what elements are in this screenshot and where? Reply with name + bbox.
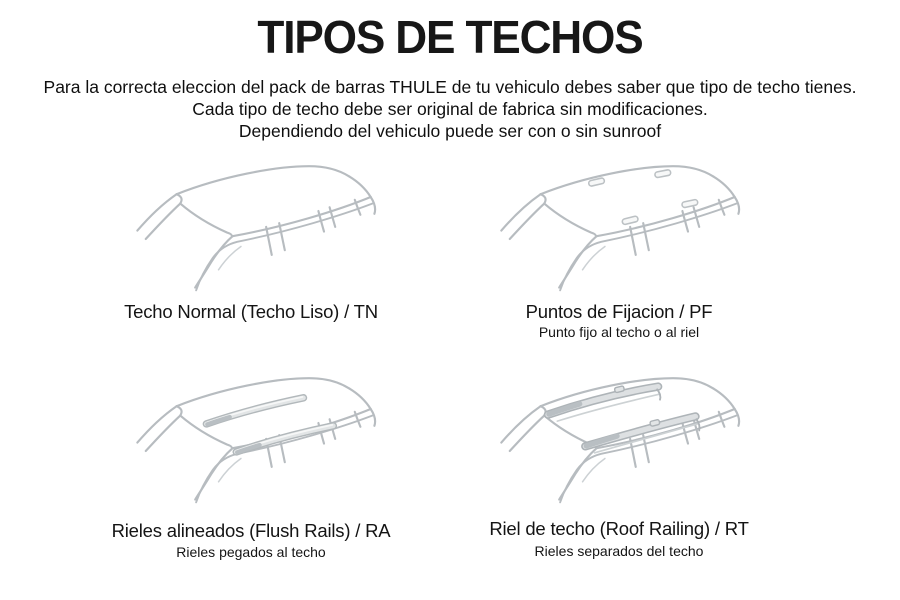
intro-text: [0, 76, 900, 142]
roof-type-sublabel-rt: Rieles separados del techo: [534, 543, 704, 559]
roof-outline: [137, 378, 375, 502]
smooth-roof-illustration: [128, 150, 408, 300]
roof-type-sublabel-ra: Rieles pegados al techo: [176, 544, 326, 560]
roof-type-label-ra: Rieles alineados (Flush Rails) / RA: [111, 520, 391, 541]
roof-outline: [137, 166, 375, 290]
intro-line: Dependiendo del vehiculo puede ser con o sin sunroof: [238, 121, 662, 141]
roof-type-sublabel-pf: Punto fijo al techo o al riel: [538, 324, 700, 340]
flush-rails-roof-illustration: [128, 362, 408, 512]
fixpoint-roof-illustration: [492, 150, 772, 300]
roof-type-label-tn: Techo Normal (Techo Liso) / TN: [124, 301, 378, 322]
roof-outline: [501, 166, 739, 290]
intro-line: Para la correcta eleccion del pack de barras THULE de tu vehiculo debes saber que tipo de techo tienes.: [43, 77, 857, 97]
roof-type-label-pf: Puntos de Fijacion / PF: [525, 301, 713, 322]
intro-line: Cada tipo de techo debe ser original de fabrica sin modificaciones.: [192, 99, 708, 119]
page-title: TIPOS DE TECHOS: [257, 11, 643, 63]
raised-rails-roof-illustration: [492, 362, 772, 512]
fixation-pads: [588, 169, 698, 225]
roof-type-label-rt: Riel de techo (Roof Railing) / RT: [489, 518, 749, 539]
